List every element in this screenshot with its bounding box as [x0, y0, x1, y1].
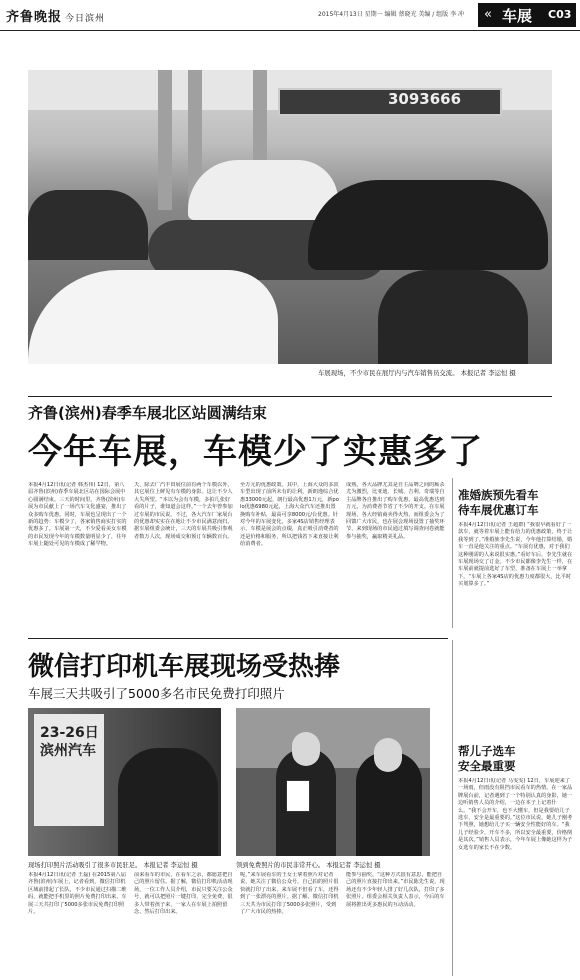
section-arrow-icon: «: [484, 7, 492, 22]
divider: [28, 396, 552, 397]
wechat-printer-photo: [28, 708, 221, 856]
visitors-group: [118, 748, 218, 856]
auto-show-hall-photo: [28, 70, 552, 364]
section-name: 车展: [502, 7, 533, 25]
sidebar1-title: 准婚族预先看车 待车展优惠订车: [458, 488, 539, 517]
photo-pillar: [158, 70, 172, 210]
article2-column: 前来看车的市民，在看车之余，都愿意把自己的照片留住。据了解，微信打印机活动现场，一位工作人员介绍，市民只要关注公众号，就可以把照片一键打印，完全免费，很多人带着孩子来，一家人在车展上拍照留念，然后打印出来。: [134, 872, 233, 916]
date-editor-info: 2015年4月13日 星期一 编辑 蔡晓光 美编 / 组版 李 冲: [318, 11, 465, 18]
article2-title: 微信打印机车展现场受热捧: [28, 652, 341, 682]
article2-column: 本报4月12日讯(记者 王磊) 在2015第八届齐鲁(滨州)车展上，记者看到，微信打印机区域前排起了长队，不少市民通过扫描二维码，就能把手机里的照片免费打印出来，车展三天共打印了5000多张市民免费打印照片。: [28, 872, 127, 916]
white-car-foreground: [28, 270, 278, 364]
photo1-caption: 车展现场，不少市民在展厅内与汽车销售员交流。 本报记者 李运恒 摄: [318, 369, 516, 377]
dealer-banner-phone: 3093666: [388, 90, 462, 108]
article2-column: 能参与抽奖。“这种方式很有意思，能把自己的照片直接打印出来。”市民陈先生说，现场还有不少年轻人排了好几次队，打印了多张照片。组委会相关负责人表示，今后的车展将推出更多惠民的互动活动。: [346, 872, 445, 908]
article2-column: 呢，”来车展看车的王女士拿着照片对记者说，她关注了微信公众号，自己拍的照片很快就打印了出来，来车展不但看了车，还得到了一张漂亮的照片。据了解，微信打印机三天共为市民打印了5000多张照片，受到了广大市民的热捧。: [240, 872, 339, 916]
visitors-with-photos: [236, 708, 430, 856]
photo2-caption: 现场打印照片活动吸引了很多市民驻足。 本报记者 李运恒 摄: [28, 862, 198, 869]
newspaper-masthead: [6, 6, 105, 25]
article2-subtitle: 车展三天共吸引了5000多名市民免费打印照片: [28, 686, 285, 701]
article1-column: 天，除去广汽丰田展位前有两个车模以外，其它展位上鲜见有车模的身影。这让不少人大失所望。“本以为会有车模，多拍几张好看的片子，谁知道会这样。”一个去年曾参加过车展的市民说。不过，各大汽车厂家展台的优惠却实实在在地让不少市民满意而归。据车展组委会统计，三天的车展共吸引参观者数万人次，现场成交和预订车辆数百台。: [134, 482, 233, 540]
man-left-face: [292, 732, 320, 766]
event-board-text: 23-26日 滨州汽车: [40, 725, 99, 759]
article1-column: 至万元的优惠政策。其中，上海大众的多款车型出现了前所未有的让利，新朗逸综合优惠33000元起，朗行最高优惠1万元，新polo优惠6980元起，上海大众汽车还推出置换购车补贴，最高可享8000元/台优惠。针对今年的车展变化，多家4S店销售经理表示，车模是展会的点缀，真正吸引消费者的还是价格和服务，所以把钱省下来直接让利给消费者。: [240, 482, 339, 548]
black-sedan: [308, 180, 548, 270]
sidebar2-body: 本报4月12日讯(记者 马雯雯) 12日，车展迎来了一场雨，但雨没有阻挡市民看车的热情。在一家品牌展台前，记者遇到了一个特别认真的身影，她一边听销售人员的介绍，一边在本子上记着什么。“我不会开车，也不大懂车，但是我要给儿子选车，安全是最重要的。”这位市民说，她儿子刚考下驾照，她想给儿子买一辆安全性能好的车。“我儿子经验少，开车不多，所以安全最重要，价格倒是其次。”销售人员表示，今年车展上像她这样为子女选车的家长不在少数。: [458, 778, 573, 851]
paper-name: 齐鲁晚报: [6, 10, 63, 25]
article1-column: 成熟，各大品牌尤其是自主品牌之间的厮杀尤为激烈，比亚迪、长城、吉利、奇瑞等自主品牌各自推出了购车优惠，最高优惠达到万元，为消费者节省了不少的开支。在车展现场，各大经销商卖得火热，而组委会为了回馈广大市民，也在展会现场设置了抽奖环节，来到现场的市民通过填写调查问卷就能参与抽奖，赢取精美礼品。: [346, 482, 445, 540]
article1-title: 今年车展，车模少了实惠多了: [28, 432, 483, 472]
man-right-face: [374, 738, 402, 772]
salespeople-group: [378, 270, 528, 364]
article1-column: 本报4月12日讯(记者 韩杰伟) 12日，第八届齐鲁(滨州)春季车展北区站在国际会展中心圆满结束。三天的时间里，齐鲁(滨州)车展为市民献上了一场汽车文化盛宴，推出了众多购车优惠。同时，车展也呈现出了一个新的趋势：车模少了，各家销售商实打实的优惠多了。车展第一天，不少爱看美女车模的市民发现今年的车模数量明显少了，往年车展上随处可见的车模成了稀罕物。: [28, 482, 127, 548]
article1-subtitle: 齐鲁(滨州)春季车展北区站圆满结束: [28, 404, 267, 422]
column-divider: [452, 640, 453, 976]
white-car-center: [188, 160, 338, 220]
page-number: C03: [548, 8, 572, 21]
sidebar2-title: 帮儿子选车 安全最重要: [458, 744, 516, 773]
column-divider: [452, 478, 453, 628]
paper-edition: 今日滨州: [65, 14, 106, 24]
sidebar1-continued: [458, 648, 574, 734]
printed-photo: [286, 780, 310, 812]
dark-car-left: [28, 190, 148, 260]
photo3-caption: 领到免费照片的市民非常开心。 本报记者 李运恒 摄: [236, 862, 381, 869]
sidebar1-body: 本报4月12日讯(记者 王超群) “我很早就看好了一款车，就等着车展上能有给力的优惠政策，终于让我等到了。”准婚族李先生说，今年他打算结婚，婚车一直是他关注的重点。“车展有优惠，对于我们这种刚需的人来说很实惠。”看好车后，李先生就在车展现场交了订金。不少市民都像李先生一样，在车展前就提前选好了车型，准备在车展上一举拿下。“车展上各家4S店的优惠力度都很大，比平时买划算多了。”: [458, 522, 573, 588]
divider: [28, 638, 448, 639]
